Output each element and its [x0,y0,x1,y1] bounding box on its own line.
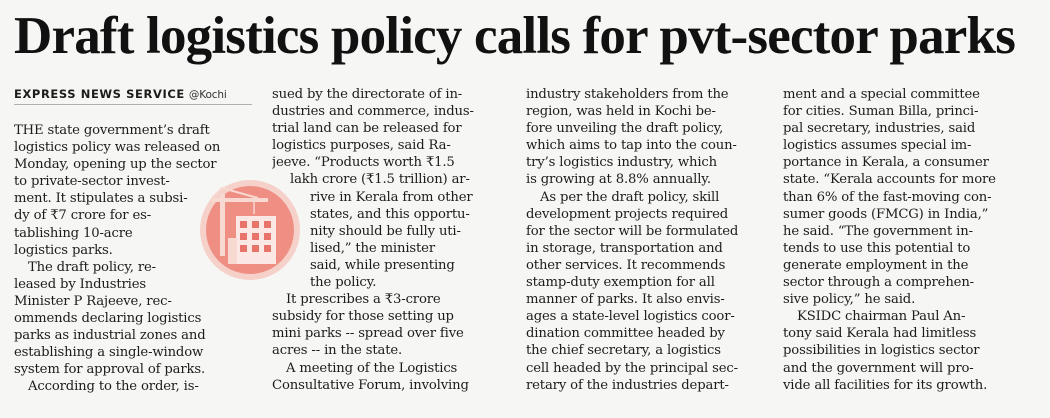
body-line: which aims to tap into the coun- [526,138,737,154]
body-line: vide all facilities for its growth. [783,377,988,393]
body-line: said, while presenting [310,257,455,273]
body-line: According to the order, is- [28,379,199,395]
body-line: logistics parks. [14,242,113,258]
body-line: Monday, opening up the sector [14,157,217,173]
body-line: A meeting of the Logistics [286,360,458,376]
body-line: possibilities in logistics sector [783,343,980,359]
body-line: in storage, transportation and [526,240,723,256]
body-line: region, was held in Kochi be- [526,104,716,120]
body-line: tony said Kerala had limitless [783,326,977,342]
body-line: other services. It recommends [526,257,726,273]
body-line: sued by the directorate of in- [272,87,463,102]
body-line: and the government will pro- [783,360,974,376]
body-line: generate employment in the [783,257,969,273]
body-line: parks as industrial zones and [14,328,206,344]
body-line: sumer goods (FMCG) in India,” [783,206,989,222]
body-line: establishing a single-window [14,345,204,361]
body-line: dy of ₹7 crore for es- [14,208,152,224]
body-line: states, and this opportu- [310,206,470,222]
body-line: the policy. [310,275,377,291]
byline-location: @Kochi [188,89,227,101]
body-line: than 6% of the fast-moving con- [783,189,992,205]
body-line: to private-sector invest- [14,174,170,190]
body-line: sive policy,” he said. [783,292,916,308]
headline: Draft logistics policy calls for pvt-sector parks [14,7,1016,65]
body-line: Minister P Rajeeve, rec- [14,293,172,309]
article-column-2 [272,86,510,394]
building-construction-icon [198,178,302,282]
body-line: the chief secretary, a logistics [526,343,721,359]
body-line: ommends declaring logistics [14,311,202,327]
body-line: manner of parks. It also envis- [526,292,725,308]
body-line: THE state government’s draft [14,123,210,138]
body-line: tablishing 10-acre [14,225,133,241]
body-line: dination committee headed by [526,326,725,342]
body-line: logistics policy was released on [14,140,221,156]
body-line: portance in Kerala, a consumer [783,155,989,171]
body-line: tends to use this potential to [783,240,971,256]
body-line: he said. “The government in- [783,223,973,239]
body-line: development projects required [526,206,729,222]
body-line: rive in Kerala from other [310,189,473,205]
body-line: As per the draft policy, skill [540,189,720,205]
body-line: is growing at 8.8% annually. [526,172,711,188]
body-line: stamp-duty exemption for all [526,275,715,291]
body-line: logistics purposes, said Ra- [272,138,451,154]
body-line: for the sector will be formulated [526,223,739,239]
body-line: logistics assumes special im- [783,138,972,154]
body-line: subsidy for those setting up [272,309,454,325]
body-line: pal secretary, industries, said [783,121,976,137]
body-line: nity should be fully uti- [310,223,461,239]
body-line: jeeve. “Products worth ₹1.5 [272,155,455,171]
body-line: industry stakeholders from the [526,87,729,102]
body-line: acres -- in the state. [272,343,403,359]
body-line: fore unveiling the draft policy, [526,121,724,137]
body-line: try’s logistics industry, which [526,155,717,171]
body-line: sector through a comprehen- [783,275,974,291]
body-line: lised,” the minister [310,240,435,256]
byline [14,86,252,105]
body-line: Consultative Forum, involving [272,377,469,393]
body-line: KSIDC chairman Paul An- [797,309,966,325]
body-line: for cities. Suman Billa, princi- [783,104,979,120]
body-line: ages a state-level logistics coor- [526,309,735,325]
body-line: ment and a special committee [783,87,980,102]
body-line: mini parks -- spread over five [272,326,464,342]
body-line: retary of the industries depart- [526,377,729,393]
body-line: It prescribes a ₹3-crore [286,292,441,308]
body-line: leased by Industries [14,276,146,292]
body-line: state. “Kerala accounts for more [783,172,996,188]
body-line: cell headed by the principal sec- [526,360,738,376]
body-line: lakh crore (₹1.5 trillion) ar- [290,172,470,188]
body-line: dustries and commerce, indus- [272,104,474,120]
body-line: system for approval of parks. [14,362,206,378]
body-line: trial land can be released for [272,121,462,137]
byline-source: EXPRESS NEWS SERVICE [14,87,185,101]
article-column-4 [783,86,1021,394]
body-line: ment. It stipulates a subsi- [14,191,188,207]
body-line: The draft policy, re- [28,259,156,275]
article-column-3 [526,86,764,394]
